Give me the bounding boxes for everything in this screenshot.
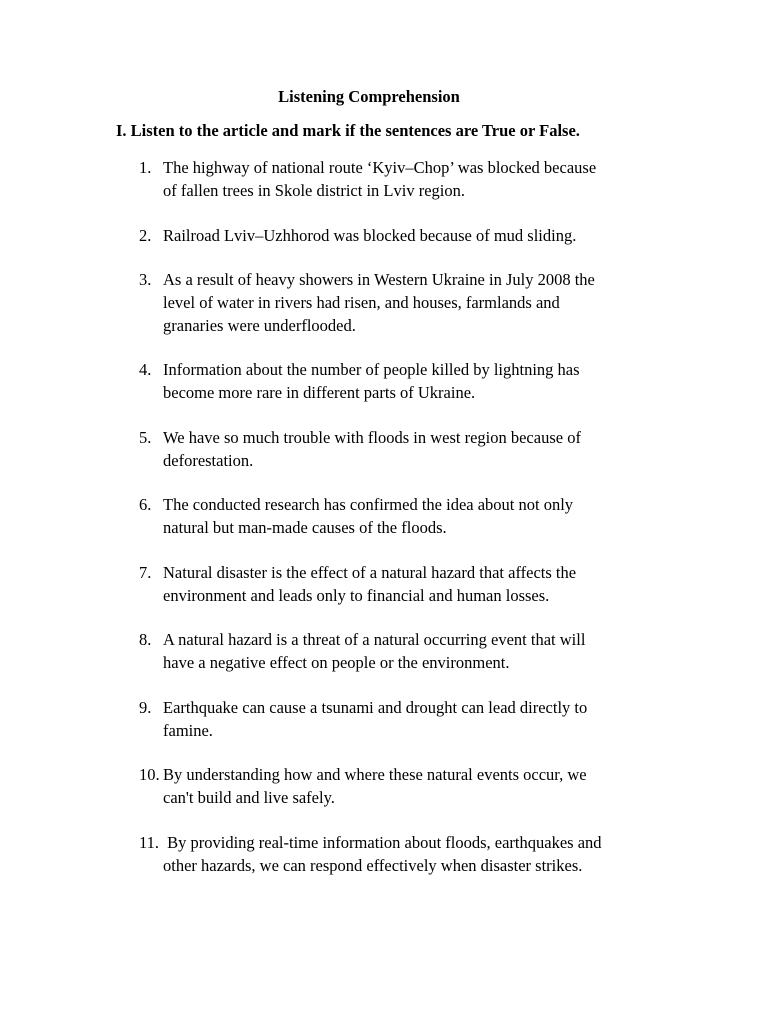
list-item-text: of fallen trees in Skole district in Lviv region.: [163, 181, 465, 200]
list-item-text: Railroad Lviv–Uzhhorod was blocked because of mud sliding.: [163, 226, 577, 245]
list-item-text: By providing real-time information about floods, earthquakes and: [163, 833, 602, 852]
list-item-number: 6.: [139, 495, 152, 514]
list-item: [163, 696, 587, 742]
list-item: [163, 561, 576, 607]
page-title: Listening Comprehension: [278, 87, 460, 106]
list-item: [163, 224, 576, 247]
list-item-number: 9.: [139, 698, 152, 717]
list-item-number: 5.: [139, 428, 152, 447]
list-item: [163, 426, 581, 472]
list-item-text: Earthquake can cause a tsunami and drought can lead directly to: [163, 698, 588, 717]
instruction-heading: I. Listen to the article and mark if the sentences are True or False.: [116, 121, 580, 140]
list-item-number: 11.: [139, 833, 160, 852]
list-item-text: The highway of national route ‘Kyiv–Chop’ was blocked because: [163, 158, 597, 177]
list-item-number: 3.: [139, 270, 152, 289]
list-item-text: have a negative effect on people or the environment.: [163, 653, 510, 672]
list-item-number: 10.: [139, 765, 160, 784]
list-item-number: 7.: [139, 563, 152, 582]
list-item-text: Natural disaster is the effect of a natural hazard that affects the: [163, 563, 577, 582]
list-item-text: granaries were underflooded.: [163, 316, 356, 335]
list-item: [163, 763, 587, 809]
list-item-text: famine.: [163, 721, 213, 740]
list-item-text: deforestation.: [163, 451, 254, 470]
list-item-number: 1.: [139, 158, 152, 177]
list-item-text: Information about the number of people killed by lightning has: [163, 360, 580, 379]
list-item: [163, 268, 595, 337]
list-item-number: 8.: [139, 630, 152, 649]
list-item-text: A natural hazard is a threat of a natural occurring event that will: [163, 630, 586, 649]
list-item-text: environment and leads only to financial and human losses.: [163, 586, 550, 605]
list-item-text: natural but man-made causes of the floods.: [163, 518, 447, 537]
list-item-text: other hazards, we can respond effectively when disaster strikes.: [163, 856, 583, 875]
list-item-text: become more rare in different parts of Ukraine.: [163, 383, 476, 402]
list-item: [163, 831, 602, 877]
list-item-text: As a result of heavy showers in Western Ukraine in July 2008 the: [163, 270, 595, 289]
list-item-text: We have so much trouble with floods in west region because of: [163, 428, 581, 447]
list-item-text: can't build and live safely.: [163, 788, 335, 807]
list-item-number: 2.: [139, 226, 152, 245]
list-item-number: 4.: [139, 360, 152, 379]
list-item-text: The conducted research has confirmed the idea about not only: [163, 495, 574, 514]
list-item-text: level of water in rivers had risen, and houses, farmlands and: [163, 293, 560, 312]
list-item: [163, 628, 585, 674]
list-item-text: By understanding how and where these natural events occur, we: [163, 765, 587, 784]
list-item: [163, 358, 580, 404]
list-item: [163, 156, 596, 202]
list-item: [163, 493, 573, 539]
